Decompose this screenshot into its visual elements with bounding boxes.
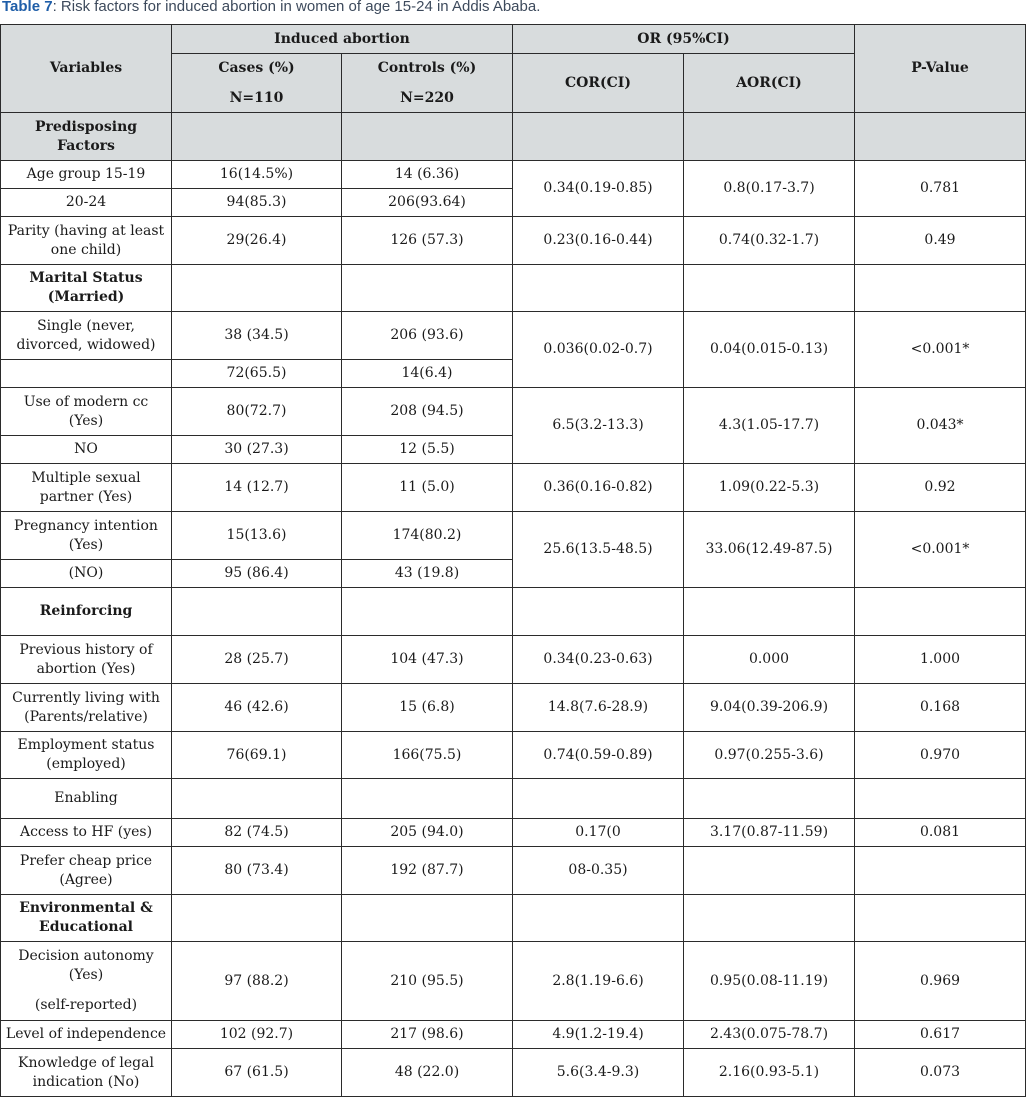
controls-label: Controls (%) bbox=[377, 59, 477, 76]
table-row bbox=[1, 312, 1026, 360]
aor-cell: 2.43(0.075-78.7) bbox=[684, 1021, 855, 1049]
section-row bbox=[1, 779, 1026, 819]
row-label: Multiple sexual partner (Yes) bbox=[1, 464, 172, 512]
cor-cell: 4.9(1.2-19.4) bbox=[513, 1021, 684, 1049]
section-environmental: Environmental & Educational bbox=[1, 895, 172, 942]
cor-cell: 2.8(1.19-6.6) bbox=[513, 942, 684, 1021]
aor-cell: 0.95(0.08-11.19) bbox=[684, 942, 855, 1021]
row-label: Age group 15-19 bbox=[1, 161, 172, 189]
section-row bbox=[1, 588, 1026, 636]
p-value-cell: 0.92 bbox=[855, 464, 1026, 512]
cases-cell: 97 (88.2) bbox=[172, 942, 342, 1021]
variables-header: Variables bbox=[1, 25, 172, 113]
p-value-header: P-Value bbox=[855, 25, 1026, 113]
controls-cell: 104 (47.3) bbox=[342, 636, 513, 684]
controls-cell: 174(80.2) bbox=[342, 512, 513, 560]
cases-cell: 15(13.6) bbox=[172, 512, 342, 560]
cor-cell: 14.8(7.6-28.9) bbox=[513, 684, 684, 732]
cor-cell: 0.34(0.19-0.85) bbox=[513, 161, 684, 217]
aor-cell: 2.16(0.93-5.1) bbox=[684, 1049, 855, 1097]
table-row bbox=[1, 1021, 1026, 1049]
controls-cell: 126 (57.3) bbox=[342, 217, 513, 265]
row-label: Currently living with (Parents/relative) bbox=[1, 684, 172, 732]
table-row bbox=[1, 732, 1026, 779]
aor-cell: 0.000 bbox=[684, 636, 855, 684]
cases-cell: 29(26.4) bbox=[172, 217, 342, 265]
table-row bbox=[1, 217, 1026, 265]
p-value-cell: 0.043* bbox=[855, 388, 1026, 464]
cases-n: N=110 bbox=[229, 89, 284, 106]
table-caption bbox=[2, 0, 540, 18]
cases-cell: 38 (34.5) bbox=[172, 312, 342, 360]
aor-cell: 0.8(0.17-3.7) bbox=[684, 161, 855, 217]
row-label bbox=[1, 942, 172, 1021]
decision-note: (self-reported) bbox=[34, 997, 138, 1013]
table-row bbox=[1, 161, 1026, 189]
cor-cell: 0.036(0.02-0.7) bbox=[513, 312, 684, 388]
controls-cell: 206(93.64) bbox=[342, 189, 513, 217]
cor-cell: 6.5(3.2-13.3) bbox=[513, 388, 684, 464]
p-value-cell: 1.000 bbox=[855, 636, 1026, 684]
decision-label: Decision autonomy (Yes) bbox=[18, 948, 154, 983]
p-value-cell: 0.970 bbox=[855, 732, 1026, 779]
controls-cell: 11 (5.0) bbox=[342, 464, 513, 512]
controls-cell: 210 (95.5) bbox=[342, 942, 513, 1021]
cor-cell: 0.17(0 bbox=[513, 819, 684, 847]
section-enabling: Enabling bbox=[1, 779, 172, 819]
header-row bbox=[1, 25, 1026, 54]
table-row bbox=[1, 942, 1026, 1021]
row-label: Employment status (employed) bbox=[1, 732, 172, 779]
controls-cell: 192 (87.7) bbox=[342, 847, 513, 895]
table-row bbox=[1, 636, 1026, 684]
controls-cell: 12 (5.5) bbox=[342, 436, 513, 464]
cor-cell: 0.34(0.23-0.63) bbox=[513, 636, 684, 684]
row-label: Prefer cheap price (Agree) bbox=[1, 847, 172, 895]
controls-cell: 15 (6.8) bbox=[342, 684, 513, 732]
induced-abortion-header: Induced abortion bbox=[172, 25, 513, 54]
controls-n: N=220 bbox=[400, 89, 454, 106]
odds-ratio-header: OR (95%CI) bbox=[513, 25, 855, 54]
p-value-cell: <0.001* bbox=[855, 312, 1026, 388]
cases-cell: 30 (27.3) bbox=[172, 436, 342, 464]
aor-cell: 0.97(0.255-3.6) bbox=[684, 732, 855, 779]
aor-cell: 33.06(12.49-87.5) bbox=[684, 512, 855, 588]
row-label: Previous history of abortion (Yes) bbox=[1, 636, 172, 684]
table-row bbox=[1, 388, 1026, 436]
cor-header: COR(CI) bbox=[513, 54, 684, 113]
cases-cell: 76(69.1) bbox=[172, 732, 342, 779]
section-predisposing: Predisposing Factors bbox=[1, 113, 172, 161]
controls-cell: 217 (98.6) bbox=[342, 1021, 513, 1049]
cor-cell: 0.36(0.16-0.82) bbox=[513, 464, 684, 512]
aor-cell: 0.04(0.015-0.13) bbox=[684, 312, 855, 388]
cor-cell: 0.23(0.16-0.44) bbox=[513, 217, 684, 265]
section-reinforcing: Reinforcing bbox=[1, 588, 172, 636]
aor-cell: 0.74(0.32-1.7) bbox=[684, 217, 855, 265]
row-label: Access to HF (yes) bbox=[1, 819, 172, 847]
table-row bbox=[1, 1049, 1026, 1097]
controls-cell: 48 (22.0) bbox=[342, 1049, 513, 1097]
controls-cell: 206 (93.6) bbox=[342, 312, 513, 360]
controls-cell: 14(6.4) bbox=[342, 360, 513, 388]
table-title: : Risk factors for induced abortion in women of age 15-24 in Addis Ababa. bbox=[52, 0, 541, 15]
cases-cell: 14 (12.7) bbox=[172, 464, 342, 512]
aor-cell bbox=[684, 847, 855, 895]
section-marital-status: Marital Status (Married) bbox=[1, 265, 172, 312]
cases-cell: 72(65.5) bbox=[172, 360, 342, 388]
controls-cell: 14 (6.36) bbox=[342, 161, 513, 189]
p-value-cell: 0.617 bbox=[855, 1021, 1026, 1049]
table-row bbox=[1, 512, 1026, 560]
cor-cell: 0.74(0.59-0.89) bbox=[513, 732, 684, 779]
aor-header: AOR(CI) bbox=[684, 54, 855, 113]
cases-cell: 95 (86.4) bbox=[172, 560, 342, 588]
risk-factor-table bbox=[0, 24, 1026, 1097]
aor-cell: 9.04(0.39-206.9) bbox=[684, 684, 855, 732]
cases-cell: 16(14.5%) bbox=[172, 161, 342, 189]
p-value-cell: <0.001* bbox=[855, 512, 1026, 588]
row-label: (NO) bbox=[1, 560, 172, 588]
table-row bbox=[1, 684, 1026, 732]
row-label: Knowledge of legal indication (No) bbox=[1, 1049, 172, 1097]
p-value-cell: 0.781 bbox=[855, 161, 1026, 217]
row-label: Use of modern cc (Yes) bbox=[1, 388, 172, 436]
table-number: Table 7 bbox=[2, 0, 53, 15]
controls-cell: 205 (94.0) bbox=[342, 819, 513, 847]
cases-cell: 102 (92.7) bbox=[172, 1021, 342, 1049]
row-label: 20-24 bbox=[1, 189, 172, 217]
cor-cell: 08-0.35) bbox=[513, 847, 684, 895]
table-row bbox=[1, 847, 1026, 895]
p-value-cell: 0.969 bbox=[855, 942, 1026, 1021]
section-row bbox=[1, 113, 1026, 161]
cases-cell: 67 (61.5) bbox=[172, 1049, 342, 1097]
row-label bbox=[1, 360, 172, 388]
table-row bbox=[1, 819, 1026, 847]
aor-cell: 1.09(0.22-5.3) bbox=[684, 464, 855, 512]
p-value-cell: 0.073 bbox=[855, 1049, 1026, 1097]
p-value-cell bbox=[855, 847, 1026, 895]
p-value-cell: 0.168 bbox=[855, 684, 1026, 732]
controls-cell: 208 (94.5) bbox=[342, 388, 513, 436]
p-value-cell: 0.49 bbox=[855, 217, 1026, 265]
cases-header bbox=[172, 54, 342, 113]
controls-cell: 43 (19.8) bbox=[342, 560, 513, 588]
cases-cell: 94(85.3) bbox=[172, 189, 342, 217]
table-row bbox=[1, 464, 1026, 512]
row-label: Parity (having at least one child) bbox=[1, 217, 172, 265]
p-value-cell: 0.081 bbox=[855, 819, 1026, 847]
aor-cell: 3.17(0.87-11.59) bbox=[684, 819, 855, 847]
controls-header bbox=[342, 54, 513, 113]
cor-cell: 25.6(13.5-48.5) bbox=[513, 512, 684, 588]
section-row bbox=[1, 895, 1026, 942]
row-label: NO bbox=[1, 436, 172, 464]
row-label: Pregnancy intention (Yes) bbox=[1, 512, 172, 560]
cases-label: Cases (%) bbox=[218, 59, 295, 76]
controls-cell: 166(75.5) bbox=[342, 732, 513, 779]
cases-cell: 80(72.7) bbox=[172, 388, 342, 436]
cases-cell: 46 (42.6) bbox=[172, 684, 342, 732]
row-label: Single (never, divorced, widowed) bbox=[1, 312, 172, 360]
section-row bbox=[1, 265, 1026, 312]
cases-cell: 28 (25.7) bbox=[172, 636, 342, 684]
row-label: Level of independence bbox=[1, 1021, 172, 1049]
cases-cell: 82 (74.5) bbox=[172, 819, 342, 847]
aor-cell: 4.3(1.05-17.7) bbox=[684, 388, 855, 464]
cor-cell: 5.6(3.4-9.3) bbox=[513, 1049, 684, 1097]
cases-cell: 80 (73.4) bbox=[172, 847, 342, 895]
